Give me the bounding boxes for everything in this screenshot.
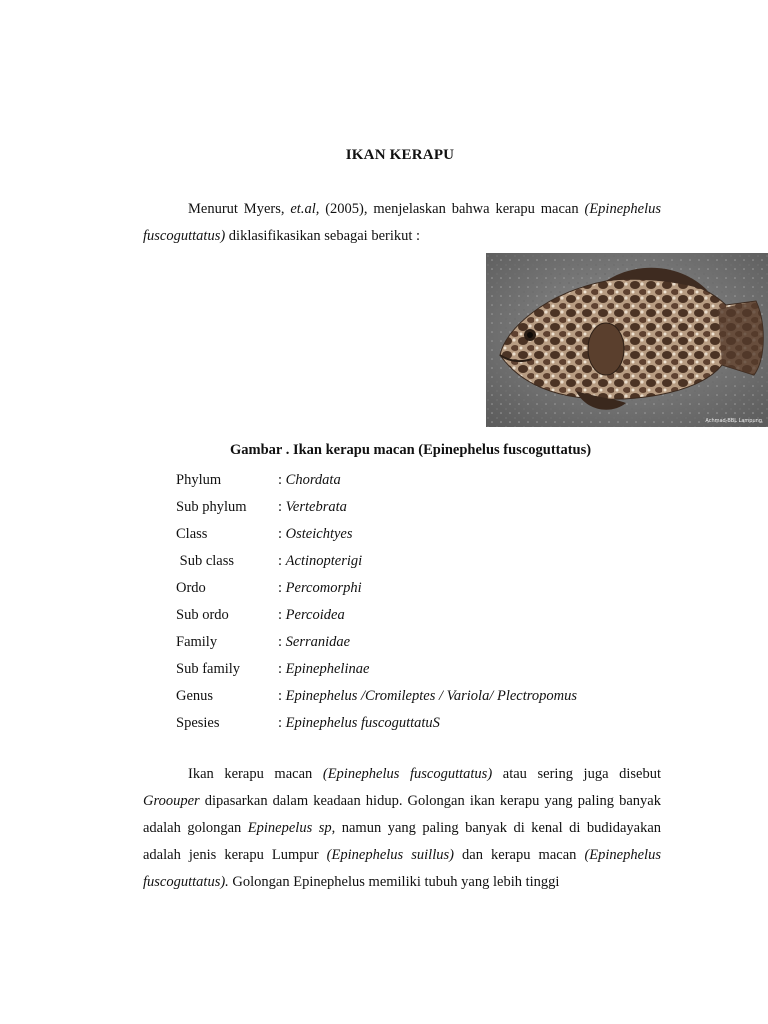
taxonomy-value [278,548,362,575]
taxonomy-row [176,629,656,656]
taxonomy-row [176,683,656,710]
taxonomy-value [278,494,347,521]
taxonomy-value [278,575,362,602]
taxonomy-row [176,521,656,548]
taxonomy-value [278,602,345,629]
taxonomy-key: Sub class [176,553,234,569]
photo-credit: Achmad-BBL Lampung [705,418,762,424]
taxonomy-value [278,629,350,656]
taxonomy-key: Sub ordo [176,607,229,623]
taxonomy-separator: : [278,499,286,515]
caption-species: (Epinephelus fuscoguttatus) [418,442,592,458]
body-text: dipasarkan dalam keadaan hidup. Golongan ikan kerapu yang paling banyak adalah golongan [143,793,661,836]
taxonomy-value-text: Osteichtyes [285,526,353,542]
taxonomy-value-text: Serranidae [285,634,351,650]
body-species: (Epinephelus fuscoguttatus). [143,847,661,890]
taxonomy-value [278,656,369,683]
taxonomy-list [176,467,656,737]
taxonomy-value-text: Actinopterigi [285,553,363,569]
taxonomy-separator: : [278,688,286,704]
taxonomy-key: Spesies [176,715,220,731]
taxonomy-value-text: Percoidea [285,607,345,623]
taxonomy-separator: : [278,634,286,650]
grouper-fish-photo [486,253,768,427]
taxonomy-row [176,575,656,602]
body-species: (Epinephelus suillus) [326,847,454,863]
figure-caption [230,442,670,459]
intro-etal: et.al, [290,201,320,217]
taxonomy-value-text: Vertebrata [285,499,347,515]
taxonomy-separator: : [278,553,286,569]
taxonomy-value [278,710,440,737]
taxonomy-value-text: Epinephelus /Cromileptes / Variola/ Plectropomus [285,688,577,704]
taxonomy-value-text: Epinephelus fuscoguttatuS [285,715,440,731]
taxonomy-key: Genus [176,688,214,704]
taxonomy-value [278,683,577,710]
body-text: Golongan Epinephelus memiliki tubuh yang lebih tinggi [228,874,560,890]
body-text: dan kerapu macan [453,847,585,863]
fish-image-icon [486,253,768,427]
taxonomy-separator: : [278,607,286,623]
taxonomy-value-text: Percomorphi [285,580,362,596]
taxonomy-row [176,656,656,683]
intro-text: diklasifikasikan sebagai berikut : [225,228,421,244]
body-term: Groouper [143,793,200,809]
body-text: , namun yang paling banyak di kenal di budidayakan adalah jenis kerapu Lumpur [143,820,662,863]
taxonomy-key: Family [176,634,218,650]
taxonomy-value [278,521,353,548]
taxonomy-separator: : [278,472,286,488]
intro-paragraph [143,196,661,250]
taxonomy-separator: : [278,715,286,731]
body-text: atau sering juga disebut [492,766,662,782]
intro-species: (Epinephelus fuscoguttatus) [143,201,661,244]
page-title: IKAN KERAPU [345,147,455,163]
taxonomy-value-text: Epinephelinae [285,661,370,677]
taxonomy-row [176,710,656,737]
taxonomy-row [176,548,656,575]
body-text: Ikan kerapu macan [188,766,323,782]
taxonomy-separator: : [278,661,286,677]
taxonomy-key: Class [176,526,208,542]
body-paragraph [143,761,661,896]
taxonomy-key: Sub family [176,661,241,677]
taxonomy-separator: : [278,526,286,542]
taxonomy-key: Phylum [176,472,222,488]
taxonomy-value [278,467,341,494]
taxonomy-row [176,467,656,494]
intro-text: (2005), menjelaskan bahwa kerapu macan [319,201,585,217]
body-species: (Epinephelus fuscoguttatus) [322,766,493,782]
taxonomy-separator: : [278,580,286,596]
taxonomy-key: Ordo [176,580,206,596]
taxonomy-row [176,494,656,521]
taxonomy-key: Sub phylum [176,499,247,515]
taxonomy-row [176,602,656,629]
caption-prefix: Gambar . Ikan kerapu macan [230,442,419,458]
intro-text: Menurut Myers, [188,201,291,217]
taxonomy-value-text: Chordata [285,472,341,488]
body-genus: Epinepelus sp [247,820,332,836]
